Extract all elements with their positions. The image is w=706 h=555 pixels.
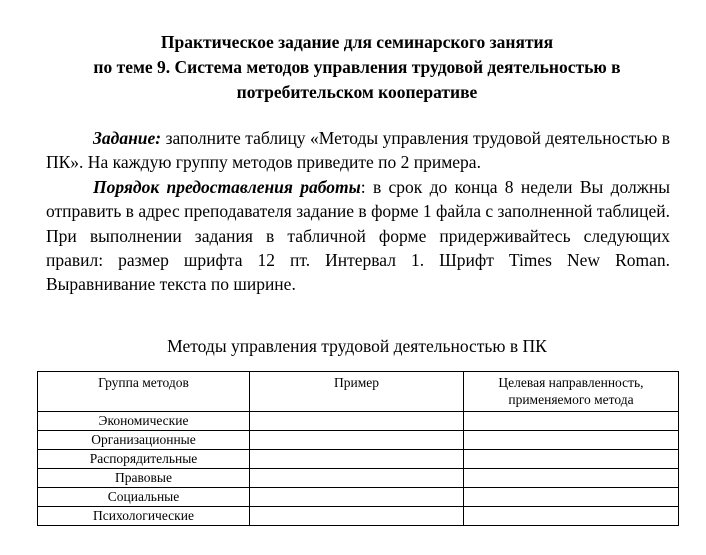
table-row	[38, 450, 679, 469]
procedure-paragraph	[46, 175, 670, 296]
row-group-cell: Организационные	[38, 431, 250, 450]
methods-table	[37, 371, 679, 526]
header-example: Пример	[250, 372, 464, 412]
task-label: Задание:	[93, 128, 162, 148]
row-group-cell: Социальные	[38, 488, 250, 507]
row-example-cell[interactable]	[250, 450, 464, 469]
row-group-cell: Распорядительные	[38, 450, 250, 469]
row-example-cell[interactable]	[250, 469, 464, 488]
table-row	[38, 507, 679, 526]
row-purpose-cell[interactable]	[464, 469, 679, 488]
table-row	[38, 412, 679, 431]
procedure-label: Порядок предоставления работы	[93, 177, 361, 197]
row-group-cell: Экономические	[38, 412, 250, 431]
title-line-3: потребительском кооперативе	[236, 82, 478, 102]
title-line-1: Практическое задание для семинарского занятия	[160, 32, 554, 52]
row-purpose-cell[interactable]	[464, 412, 679, 431]
row-group-cell: Психологические	[38, 507, 250, 526]
row-purpose-cell[interactable]	[464, 507, 679, 526]
task-text: заполните таблицу «Методы управления трудовой деятельностью в ПК». На каждую группу методов приведите по 2 примера.	[46, 128, 670, 173]
row-purpose-cell[interactable]	[464, 488, 679, 507]
table-row	[38, 469, 679, 488]
table-caption: Методы управления трудовой деятельностью в ПК	[167, 336, 547, 356]
procedure-text: : в срок до конца 8 недели Вы должны отправить в адрес преподавателя задание в форме 1 файла с заполненной таблицей. При выполнении задания в табличной форме придерживайтесь следующих правил: размер шрифта 12 пт. Интервал 1. Шрифт Times New Roman. Выравнивание текста по ширине.	[46, 177, 670, 295]
document-title	[40, 30, 674, 105]
row-group-cell: Правовые	[38, 469, 250, 488]
row-example-cell[interactable]	[250, 507, 464, 526]
table-row	[38, 431, 679, 450]
row-purpose-cell[interactable]	[464, 431, 679, 450]
table-header-row	[38, 372, 679, 412]
row-example-cell[interactable]	[250, 412, 464, 431]
title-line-2: по теме 9. Система методов управления трудовой деятельностью в	[93, 57, 621, 77]
task-paragraph	[46, 126, 670, 175]
row-example-cell[interactable]	[250, 488, 464, 507]
header-group: Группа методов	[38, 372, 250, 412]
row-example-cell[interactable]	[250, 431, 464, 450]
table-row	[38, 488, 679, 507]
header-purpose: Целевая направленность, применяемого метода	[464, 372, 679, 412]
row-purpose-cell[interactable]	[464, 450, 679, 469]
